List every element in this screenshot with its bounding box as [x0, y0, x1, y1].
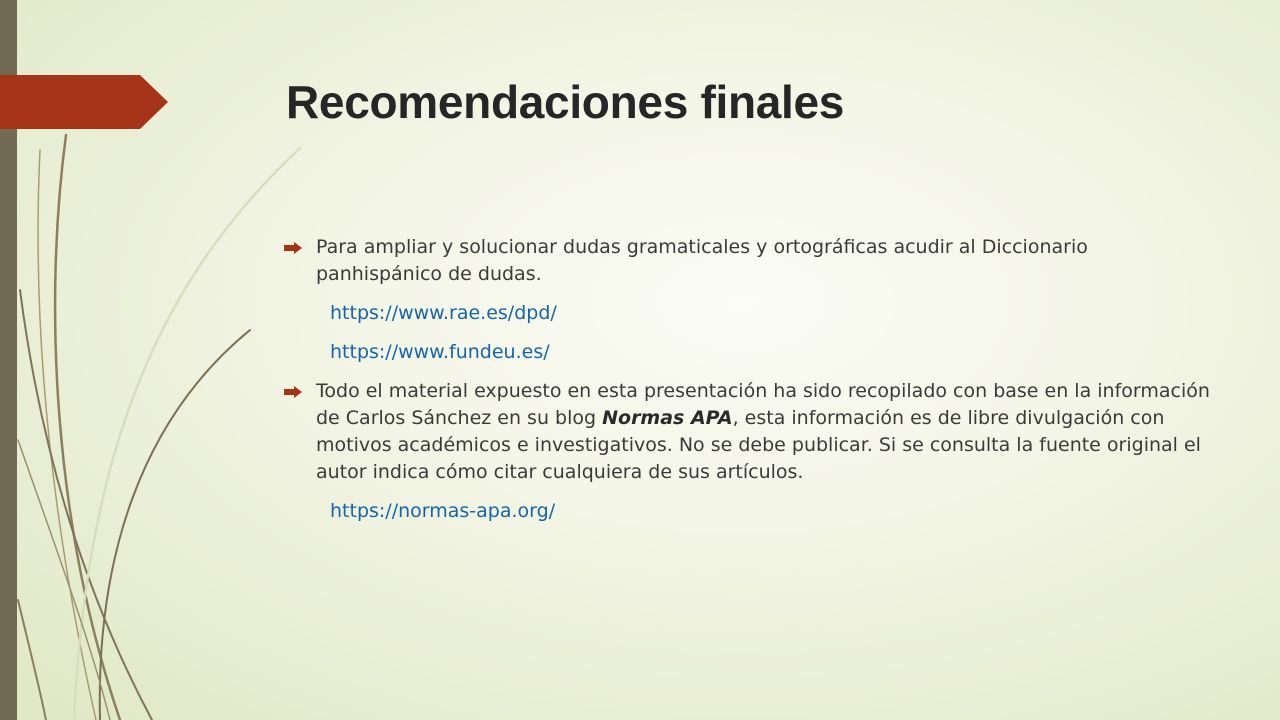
bullet-text-before: Todo el material expuesto en esta presentación ha sido recopilado con base en la información de Carlos Sánchez en su blog — [316, 380, 1210, 429]
link-fundeu[interactable]: https://www.fundeu.es/ — [330, 341, 550, 363]
link-normas-apa[interactable]: https://normas-apa.org/ — [330, 500, 556, 522]
arrow-right-icon — [284, 242, 302, 254]
bullet-item — [284, 234, 1214, 288]
link-rae-dpd[interactable]: https://www.rae.es/dpd/ — [330, 302, 557, 324]
bullet-item — [284, 378, 1214, 486]
title-accent-tab — [0, 75, 168, 129]
bullet-text: Para ampliar y solucionar dudas gramaticales y ortográficas acudir al Diccionario panhispánico de dudas. — [316, 236, 1088, 285]
slide-title: Recomendaciones finales — [286, 76, 845, 128]
bullet-text-after: , esta información es de libre divulgación con motivos académicos e investigativos. No se debe publicar. Si se consulta la fuente original el autor indica cómo citar cualquiera de sus artículos. — [316, 407, 1201, 483]
slide-content — [284, 234, 1214, 537]
arrow-right-icon — [284, 386, 302, 398]
blog-name: Normas APA — [602, 407, 733, 429]
